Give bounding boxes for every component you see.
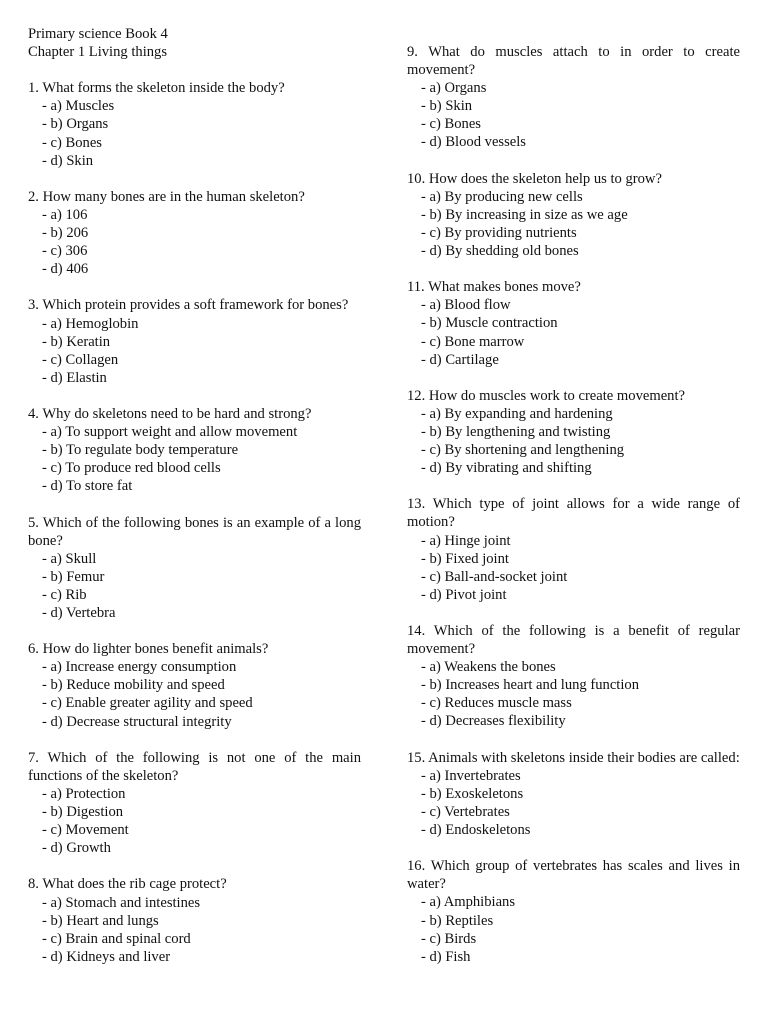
question-12 <box>407 387 740 477</box>
answer-option: - b) To regulate body temperature <box>42 442 239 459</box>
chapter-title: Chapter 1 Living things <box>28 44 168 61</box>
question-text: 5. Which of the following bones is an example of a long bone? <box>28 514 361 549</box>
question-text: 12. How do muscles work to create movement? <box>407 387 686 404</box>
answer-options <box>407 532 740 604</box>
answer-option: - d) Pivot joint <box>421 586 507 603</box>
answer-options <box>407 658 740 730</box>
answer-option: - b) Increases heart and lung function <box>421 677 640 694</box>
question-text: 8. What does the rib cage protect? <box>28 876 227 893</box>
answer-option: - c) By shortening and lengthening <box>421 442 625 459</box>
answer-option: - a) Blood flow <box>421 297 511 314</box>
question-text: 3. Which protein provides a soft framework for bones? <box>28 297 349 314</box>
answer-option: - d) Vertebra <box>42 605 116 621</box>
right-column <box>407 43 740 984</box>
question-text: 15. Animals with skeletons inside their bodies are called: <box>407 749 740 766</box>
question-text: 4. Why do skeletons need to be hard and strong? <box>28 405 312 422</box>
answer-option: - d) By shedding old bones <box>421 243 579 260</box>
answer-option: - a) To support weight and allow movement <box>42 424 298 441</box>
answer-option: - c) To produce red blood cells <box>42 460 221 477</box>
answer-option: - c) 306 <box>42 243 88 260</box>
question-text: 10. How does the skeleton help us to grow? <box>407 170 662 187</box>
question-10 <box>407 170 740 260</box>
answer-option: - d) By vibrating and shifting <box>421 460 592 477</box>
answer-options <box>28 785 361 857</box>
answer-option: - b) Reptiles <box>421 912 494 929</box>
answer-options <box>28 894 361 966</box>
answer-option: - a) Hinge joint <box>421 532 511 549</box>
answer-option: - b) By lengthening and twisting <box>421 423 611 440</box>
answer-option: - c) Collagen <box>42 351 119 368</box>
answer-option: - a) Weakens the bones <box>421 659 556 676</box>
answer-option: - a) Organs <box>421 80 487 97</box>
answer-option: - d) Cartilage <box>421 351 499 368</box>
answer-options <box>28 550 361 622</box>
answer-option: - d) Skin <box>42 152 94 169</box>
question-text: 7. Which of the following is not one of the main functions of the skeleton? <box>28 749 361 784</box>
answer-option: - d) Fish <box>421 948 471 965</box>
question-1 <box>28 79 361 169</box>
answer-option: - b) Keratin <box>42 333 111 350</box>
answer-options <box>28 206 361 278</box>
answer-options <box>28 658 361 730</box>
answer-option: - b) Heart and lungs <box>42 912 159 929</box>
answer-option: - a) Protection <box>42 785 126 802</box>
answer-option: - c) Rib <box>42 586 87 603</box>
answer-option: - d) Decrease structural integrity <box>42 713 232 730</box>
answer-option: - d) Decreases flexibility <box>421 713 566 730</box>
answer-option: - b) By increasing in size as we age <box>421 206 628 223</box>
answer-option: - a) By producing new cells <box>421 188 583 205</box>
answer-option: - b) 206 <box>42 225 89 242</box>
question-16 <box>407 857 740 966</box>
answer-option: - c) Movement <box>42 822 129 839</box>
answer-options <box>407 188 740 260</box>
answer-option: - a) Stomach and intestines <box>42 894 201 911</box>
answer-options <box>28 423 361 495</box>
answer-option: - a) By expanding and hardening <box>421 405 613 422</box>
answer-options <box>28 315 361 387</box>
answer-option: - c) Birds <box>421 930 477 947</box>
answer-options <box>407 893 740 965</box>
question-text: 6. How do lighter bones benefit animals? <box>28 641 269 658</box>
answer-option: - d) Growth <box>42 840 111 857</box>
answer-option: - a) 106 <box>42 206 88 223</box>
answer-option: - d) Blood vessels <box>421 134 526 151</box>
question-text: 14. Which of the following is a benefit of regular movement? <box>407 623 740 658</box>
answer-option: - d) 406 <box>42 261 89 278</box>
answer-option: - c) Bone marrow <box>421 333 525 350</box>
question-14 <box>407 622 740 731</box>
question-13 <box>407 495 740 604</box>
answer-option: - d) Endoskeletons <box>421 822 531 839</box>
answer-option: - c) By providing nutrients <box>421 224 577 241</box>
answer-option: - c) Vertebrates <box>421 803 510 820</box>
question-text: 16. Which group of vertebrates has scales and lives in water? <box>407 858 740 893</box>
question-7 <box>28 749 361 858</box>
question-text: 11. What makes bones move? <box>407 279 581 296</box>
answer-option: - c) Bones <box>42 134 102 151</box>
question-3 <box>28 296 361 386</box>
question-2 <box>28 188 361 278</box>
answer-option: - c) Enable greater agility and speed <box>42 695 253 712</box>
question-text: 13. Which type of joint allows for a wide range of motion? <box>407 496 740 531</box>
answer-option: - d) To store fat <box>42 478 133 495</box>
answer-option: - c) Ball-and-socket joint <box>421 568 568 585</box>
question-6 <box>28 640 361 730</box>
answer-option: - b) Reduce mobility and speed <box>42 677 225 694</box>
question-text: 1. What forms the skeleton inside the body? <box>28 80 285 97</box>
answer-option: - a) Hemoglobin <box>42 315 139 332</box>
answer-option: - b) Muscle contraction <box>421 315 558 332</box>
question-5 <box>28 514 361 623</box>
answer-option: - a) Invertebrates <box>421 767 521 784</box>
question-9 <box>407 43 740 152</box>
answer-option: - c) Reduces muscle mass <box>421 695 572 712</box>
answer-option: - a) Increase energy consumption <box>42 659 237 676</box>
answer-option: - a) Amphibians <box>421 894 516 911</box>
answer-option: - c) Brain and spinal cord <box>42 930 191 947</box>
answer-option: - b) Organs <box>42 116 109 133</box>
question-4 <box>28 405 361 495</box>
answer-options <box>407 296 740 368</box>
answer-option: - d) Kidneys and liver <box>42 948 171 965</box>
answer-option: - b) Femur <box>42 568 105 585</box>
answer-options <box>28 97 361 169</box>
answer-options <box>407 79 740 151</box>
answer-option: - b) Digestion <box>42 804 124 821</box>
question-8 <box>28 875 361 965</box>
answer-options <box>407 767 740 839</box>
book-title: Primary science Book 4 <box>28 26 168 42</box>
question-15 <box>407 749 740 839</box>
answer-option: - d) Elastin <box>42 369 107 386</box>
answer-option: - a) Skull <box>42 550 97 567</box>
question-text: 9. What do muscles attach to in order to create movement? <box>407 44 740 79</box>
left-column <box>28 25 361 984</box>
answer-options <box>407 405 740 477</box>
question-11 <box>407 278 740 368</box>
answer-option: - c) Bones <box>421 116 481 133</box>
answer-option: - b) Skin <box>421 98 473 115</box>
answer-option: - b) Fixed joint <box>421 550 509 567</box>
question-text: 2. How many bones are in the human skeleton? <box>28 188 305 205</box>
answer-option: - a) Muscles <box>42 98 115 115</box>
answer-option: - b) Exoskeletons <box>421 785 524 802</box>
